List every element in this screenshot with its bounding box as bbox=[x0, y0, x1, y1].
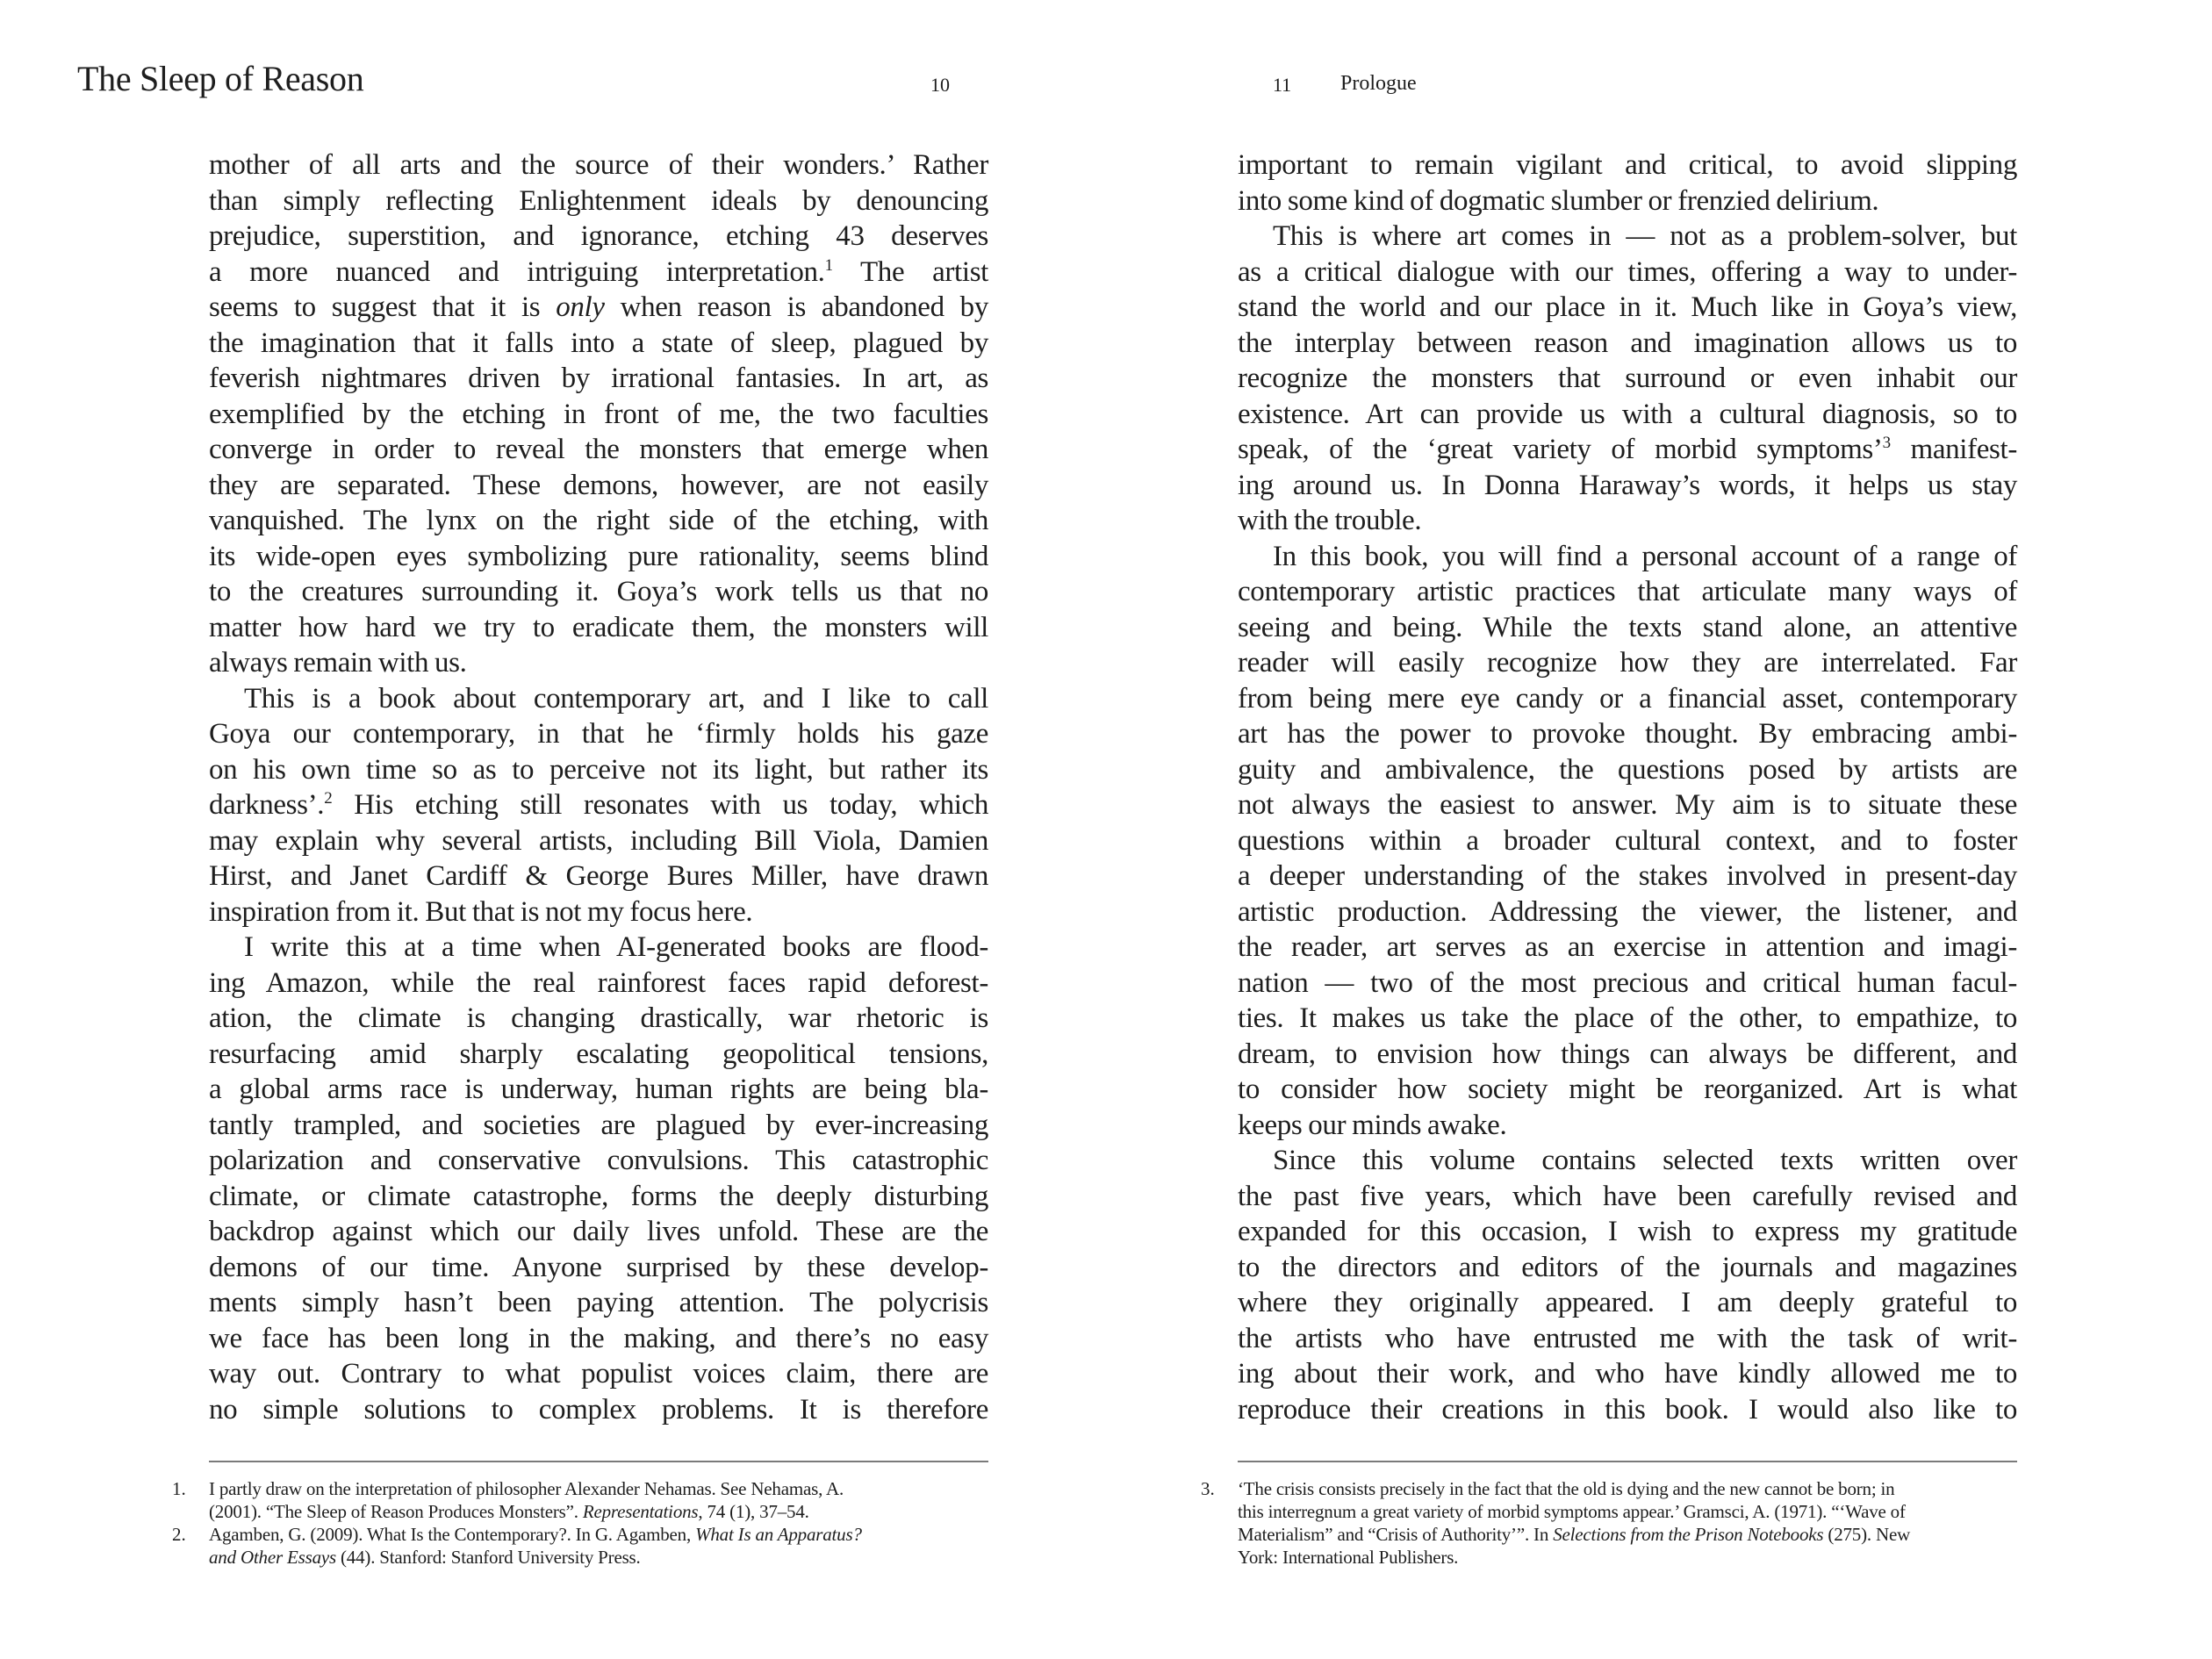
text-line: a deeper understanding of the stakes involved in present-day bbox=[1238, 860, 2017, 892]
text-line: not always the easiest to answer. My aim is to situate these bbox=[1238, 789, 2017, 821]
footnote-line: (2001). “The Sleep of Reason Produces Monsters”. Representations, 74 (1), 37–54. bbox=[209, 1501, 809, 1522]
text-line: where they originally appeared. I am deeply grateful to bbox=[1238, 1287, 2017, 1318]
text-line: matter how hard we try to eradicate them, the monsters will bbox=[209, 611, 988, 643]
text-line: This is a book about contemporary art, and I like to call bbox=[244, 682, 988, 715]
footnote-line: York: International Publishers. bbox=[1238, 1547, 1459, 1568]
footnote-ref[interactable]: 2 bbox=[324, 789, 333, 808]
text-line: Since this volume contains selected texts written over bbox=[1273, 1145, 2017, 1176]
text-line: I write this at a time when AI-generated books are flood- bbox=[244, 931, 988, 963]
text-line: expanded for this occasion, I wish to express my gratitude bbox=[1238, 1216, 2017, 1247]
footnote-line: Agamben, G. (2009). What Is the Contemporary?. In G. Agamben, What Is an Apparatus? bbox=[209, 1524, 862, 1545]
text-line: from being mere eye candy or a financial asset, contemporary bbox=[1238, 682, 2017, 715]
text-line: exemplified by the etching in front of me, the two faculties bbox=[209, 398, 988, 430]
body-text bbox=[1238, 147, 2017, 1427]
text-line: speak, of the ‘great variety of morbid symptoms’$^3$ manifest- bbox=[1238, 434, 2017, 465]
text-line: as a critical dialogue with our times, offering a way to under- bbox=[1238, 255, 2017, 288]
emphasis: only bbox=[556, 291, 605, 323]
text-line: to the creatures surrounding it. Goya’s work tells us that no bbox=[209, 576, 988, 607]
text-line: converge in order to reveal the monsters that emerge when bbox=[209, 434, 988, 465]
text-line: may explain why several artists, including Bill Viola, Damien bbox=[209, 824, 988, 857]
page-number: 10 bbox=[930, 74, 950, 96]
text-line: feverish nightmares driven by irrational fantasies. In art, as bbox=[209, 363, 988, 394]
text-line: stand the world and our place in it. Much like in Goya’s view, bbox=[1238, 291, 2017, 323]
text-line: inspiration from it. But that is not my focus here. bbox=[209, 895, 753, 928]
text-line: ties. It makes us take the place of the other, to empathize, to bbox=[1238, 1002, 2017, 1034]
text-line: guity and ambivalence, the questions posed by artists are bbox=[1238, 753, 2017, 786]
text-line: mother of all arts and the source of their wonders.’ Rather bbox=[209, 149, 988, 181]
text-line: the reader, art serves as an exercise in attention and imagi- bbox=[1238, 931, 2017, 963]
text-line: ation, the climate is changing drastically, war rhetoric is bbox=[209, 1002, 988, 1034]
text-line: to the directors and editors of the journals and magazines bbox=[1238, 1251, 2017, 1283]
footnote-number: 1. bbox=[172, 1478, 186, 1499]
text-line: ments simply hasn’t been paying attention. The polycrisis bbox=[209, 1287, 988, 1318]
running-title: The Sleep of Reason bbox=[77, 59, 364, 98]
text-line: This is where art comes in — not as a problem-solver, but bbox=[1273, 220, 2017, 252]
text-line: the artists who have entrusted me with the task of writ- bbox=[1238, 1322, 2017, 1354]
text-line: important to remain vigilant and critical, to avoid slipping bbox=[1238, 149, 2017, 181]
text-line: contemporary artistic practices that articulate many ways of bbox=[1238, 576, 2017, 607]
text-line: nation — two of the most precious and critical human facul- bbox=[1238, 966, 2017, 999]
text-line: always remain with us. bbox=[209, 647, 467, 679]
text-line: the interplay between reason and imagination allows us to bbox=[1238, 327, 2017, 359]
text-line: reader will easily recognize how they are interrelated. Far bbox=[1238, 647, 2017, 679]
text-line: they are separated. These demons, however, are not easily bbox=[209, 469, 988, 501]
footnote-number: 3. bbox=[1201, 1478, 1215, 1499]
text-line: artistic production. Addressing the viewer, the listener, and bbox=[1238, 895, 2017, 928]
text-line: ing about their work, and who have kindly allowed me to bbox=[1238, 1358, 2017, 1390]
text-line: tantly trampled, and societies are plagued by ever-increasing bbox=[209, 1109, 988, 1141]
footnote-number: 2. bbox=[172, 1524, 186, 1545]
text-line: vanquished. The lynx on the right side of the etching, with bbox=[209, 505, 988, 536]
text-line: backdrop against which our daily lives unfold. These are the bbox=[209, 1216, 988, 1247]
text-line: resurfacing amid sharply escalating geopolitical tensions, bbox=[209, 1038, 988, 1070]
footnote bbox=[172, 1477, 988, 1523]
text-line: darkness’.$^2$ His etching still resonates with us today, which bbox=[209, 789, 988, 821]
footnote-line: Materialism” and “Crisis of Authority’”. In Selections from the Prison Notebooks (275). New bbox=[1238, 1524, 1911, 1545]
footnote-ref[interactable]: 1 bbox=[824, 255, 833, 275]
text-line: climate, or climate catastrophe, forms the deeply disturbing bbox=[209, 1180, 988, 1212]
section-title: Prologue bbox=[1340, 72, 1417, 95]
text-line: ing around us. In Donna Haraway’s words, it helps us stay bbox=[1238, 469, 2017, 501]
text-line: a more nuanced and intriguing interpretation.$^1$ The artist bbox=[209, 255, 988, 288]
text-line: to consider how society might be reorganized. Art is what bbox=[1238, 1074, 2017, 1105]
footnote bbox=[1201, 1477, 2017, 1569]
footnotes bbox=[1201, 1477, 2017, 1569]
body-text bbox=[209, 147, 988, 1427]
text-line: prejudice, superstition, and ignorance, etching 43 deserves bbox=[209, 220, 988, 252]
text-line: polarization and conservative convulsions. This catastrophic bbox=[209, 1145, 988, 1176]
text-line: seeing and being. While the texts stand alone, an attentive bbox=[1238, 611, 2017, 643]
text-line: Hirst, and Janet Cardiff & George Bures Miller, have drawn bbox=[209, 860, 988, 892]
text-line: questions within a broader cultural context, and to foster bbox=[1238, 824, 2017, 857]
footnote bbox=[172, 1523, 988, 1569]
text-line: ing Amazon, while the real rainforest faces rapid deforest- bbox=[209, 966, 988, 999]
text-line: on his own time so as to perceive not its light, but rather its bbox=[209, 753, 988, 786]
text-line: Goya our contemporary, in that he ‘firmly holds his gaze bbox=[209, 718, 988, 750]
text-line: seems to suggest that it is only when reason is abandoned by bbox=[209, 291, 988, 323]
text-line: In this book, you will find a personal account of a range of bbox=[1273, 540, 2017, 572]
text-line: we face has been long in the making, and there’s no easy bbox=[209, 1322, 988, 1354]
text-line: the imagination that it falls into a state of sleep, plagued by bbox=[209, 327, 988, 359]
text-line: art has the power to provoke thought. By embracing ambi- bbox=[1238, 718, 2017, 750]
footnotes bbox=[172, 1477, 988, 1569]
text-line: keeps our minds awake. bbox=[1238, 1109, 1507, 1141]
text-line: recognize the monsters that surround or even inhabit our bbox=[1238, 363, 2017, 394]
text-line: than simply reflecting Enlightenment ideals by denouncing bbox=[209, 184, 988, 217]
text-line: existence. Art can provide us with a cultural diagnosis, so to bbox=[1238, 398, 2017, 430]
text-line: with the trouble. bbox=[1238, 505, 1422, 536]
footnote-divider bbox=[1238, 1461, 2017, 1462]
text-line: into some kind of dogmatic slumber or frenzied delirium. bbox=[1238, 184, 1879, 217]
footnote-line: I partly draw on the interpretation of philosopher Alexander Nehamas. See Nehamas, A. bbox=[209, 1478, 844, 1499]
text-line: dream, to envision how things can always be different, and bbox=[1238, 1038, 2017, 1070]
text-line: reproduce their creations in this book. I would also like to bbox=[1238, 1393, 2017, 1426]
text-line: no simple solutions to complex problems. It is therefore bbox=[209, 1393, 988, 1426]
footnote-line: ‘The crisis consists precisely in the fact that the old is dying and the new cannot be born; in bbox=[1238, 1478, 1895, 1499]
right-page bbox=[1106, 0, 2212, 1659]
footnote-line: this interregnum a great variety of morbid symptoms appear.’ Gramsci, A. (1971). “‘Wave of bbox=[1238, 1501, 1906, 1522]
text-line: way out. Contrary to what populist voices claim, there are bbox=[209, 1358, 988, 1390]
page-number: 11 bbox=[1273, 74, 1292, 96]
text-line: a global arms race is underway, human rights are being bla- bbox=[209, 1074, 988, 1105]
footnote-ref[interactable]: 3 bbox=[1882, 434, 1891, 452]
footnote-line: and Other Essays (44). Stanford: Stanford University Press. bbox=[209, 1547, 641, 1568]
text-line: demons of our time. Anyone surprised by these develop- bbox=[209, 1251, 988, 1283]
text-line: the past five years, which have been carefully revised and bbox=[1238, 1180, 2017, 1212]
text-line: its wide-open eyes symbolizing pure rationality, seems blind bbox=[209, 540, 988, 572]
footnote-divider bbox=[209, 1461, 988, 1462]
